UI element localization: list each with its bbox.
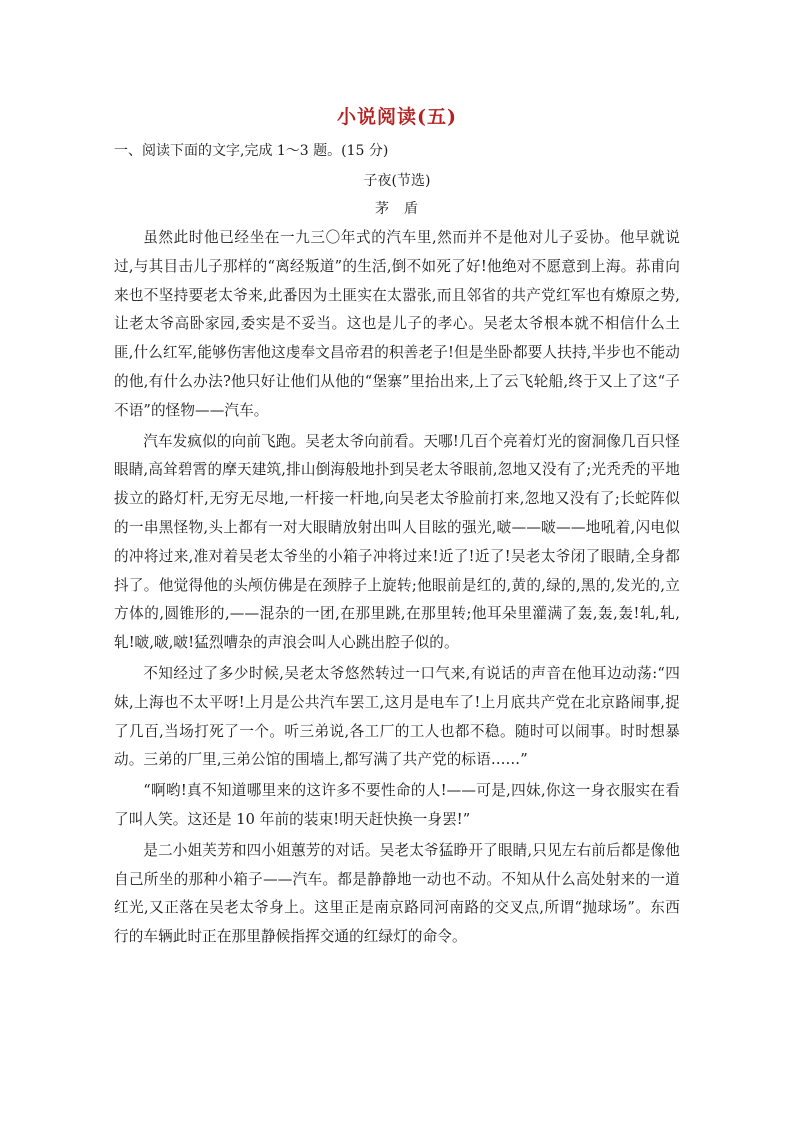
question-instruction: 一、阅读下面的文字,完成 1～3 题。(15 分) [114,143,389,159]
page-title: 小说阅读(五) [337,106,457,128]
passage-title: 子夜(节选) [363,173,431,189]
author-given-name: 盾 [404,201,419,217]
passage-paragraph-2: 汽车发疯似的向前飞跑。吴老太爷向前看。天哪!几百个亮着灯光的窗洞像几百只怪眼睛,高耸碧霄的摩天建筑,排山倒海般地扑到吴老太爷眼前,忽地又没有了;光秃秃的平地拔立的路灯杆,无穷无尽地,一杆接一杆地,向吴老太爷脸前打来,忽地又没有了;长蛇阵似的一串黑怪物,头上都有一对大眼睛放射出叫人目眩的强光,啵——啵——地吼着,闪电似的冲将过来,准对着吴老太爷坐的小箱子冲将过来!近了!近了!吴老太爷闭了眼睛,全身都抖了。他觉得他的头颅仿佛是在颈脖子上旋转;他眼前是红的,黄的,绿的,黑的,发光的,立方体的,圆锥形的,——混杂的一团,在那里跳,在那里转;他耳朵里灌满了轰,轰,轰!轧,轧,轧!啵,啵,啵!猛烈嘈杂的声浪会叫人心跳出腔子似的。 [114,432,680,652]
passage-paragraph-4: “啊哟!真不知道哪里来的这许多不要性命的人!——可是,四妹,你这一身衣服实在看了叫人笑。这还是 10 年前的装束!明天赶快换一身罢!” [114,782,680,828]
author-family-name: 茅 [375,201,390,217]
passage-author [114,198,680,220]
document-page [114,100,680,952]
passage-paragraph-1: 虽然此时他已经坐在一九三〇年式的汽车里,然而并不是他对儿子妥协。他早就说过,与其目击儿子那样的“离经叛道”的生活,倒不如死了好!他绝对不愿意到上海。荪甫向来也不坚持要老太爷来,此番因为土匪实在太嚣张,而且邻省的共产党红军也有燎原之势,让老太爷高卧家园,委实是不妥当。这也是儿子的孝心。吴老太爷根本就不相信什么土匪,什么红军,能够伤害他这虔奉文昌帝君的积善老子!但是坐卧都要人扶持,半步也不能动的他,有什么办法?他只好让他们从他的“堡寨”里抬出来,上了云飞轮船,终于又上了这“子不语”的怪物——汽车。 [114,229,680,419]
passage-paragraph-5: 是二小姐芙芳和四小姐蕙芳的对话。吴老太爷猛睁开了眼睛,只见左右前后都是像他自己所坐的那种小箱子——汽车。都是静静地一动也不动。不知从什么高处射来的一道红光,又正落在吴老太爷身上。这里正是南京路同河南路的交叉点,所谓“抛球场”。东西行的车辆此时正在那里静候指挥交通的红绿灯的命令。 [114,841,680,946]
passage-paragraph-3: 不知经过了多少时候,吴老太爷悠然转过一口气来,有说话的声音在他耳边动荡:“四妹,上海也不太平呀!上月是公共汽车罢工,这月是电车了!上月底共产党在北京路闹事,捉了几百,当场打死了一个。听三弟说,各工厂的工人也都不稳。随时可以闹事。时时想暴动。三弟的厂里,三弟公馆的围墙上,都写满了共产党的标语……” [114,664,680,769]
